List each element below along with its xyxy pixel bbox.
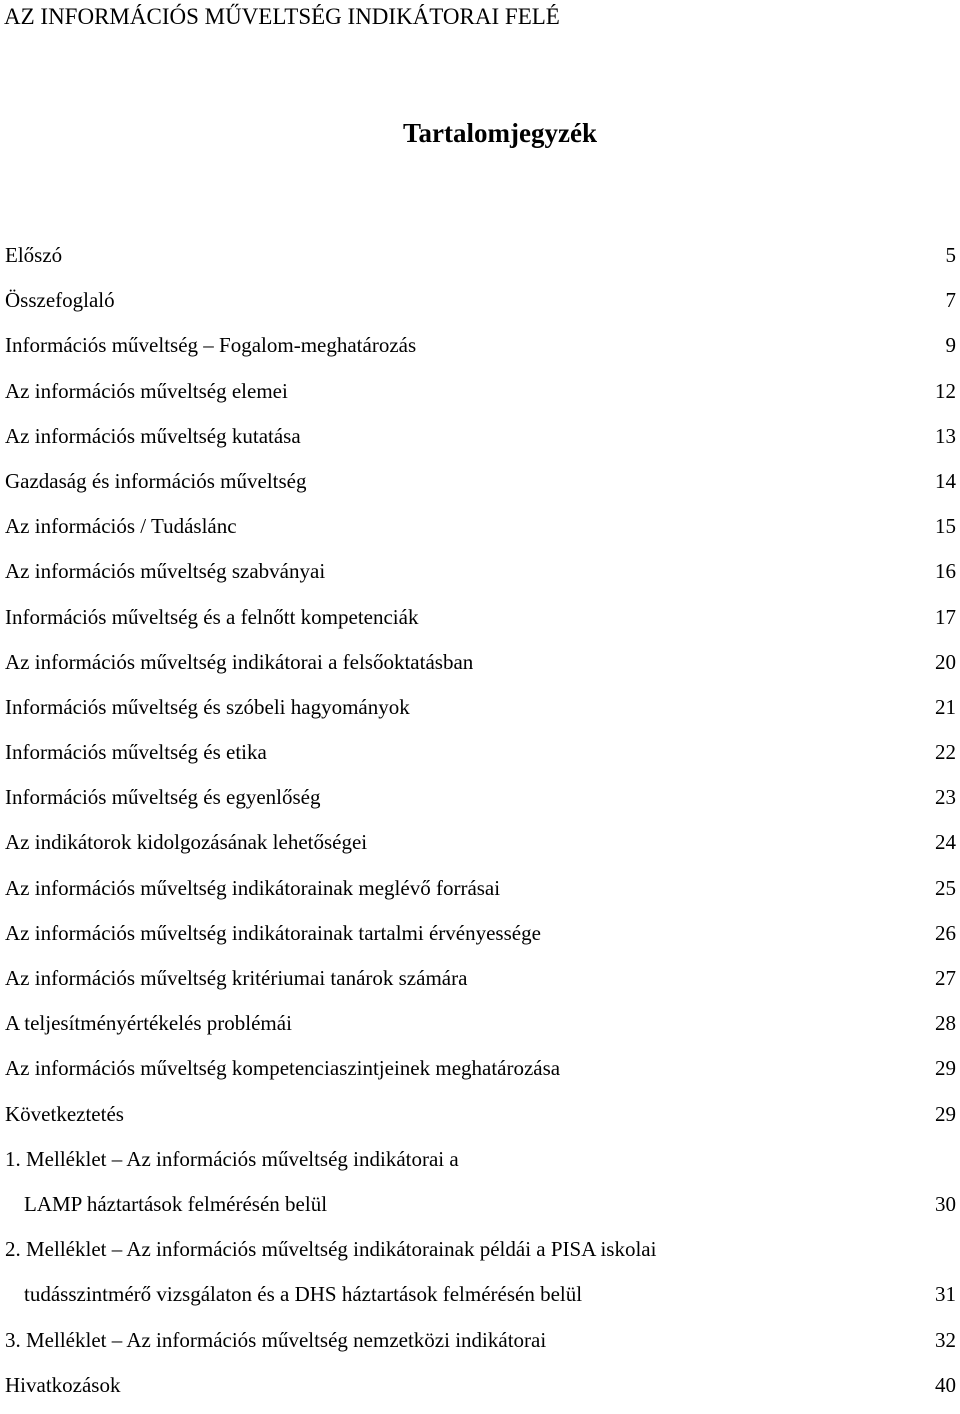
toc-entry[interactable] xyxy=(0,601,960,646)
toc-entry-page: 27 xyxy=(935,966,956,990)
toc-entry-appendix-3[interactable] xyxy=(0,1324,960,1369)
toc-entry-page: 24 xyxy=(935,830,956,855)
toc-entry-summary[interactable] xyxy=(0,284,960,329)
toc-entry-label: Hivatkozások xyxy=(5,1372,121,1397)
toc-entry-page: 31 xyxy=(935,1282,956,1307)
toc-entry-page: 25 xyxy=(935,875,956,900)
toc-entry-label: Az információs műveltség indikátorainak tartalmi érvényessége xyxy=(5,920,541,945)
toc-entry[interactable] xyxy=(0,736,960,781)
toc-entry-page: 17 xyxy=(935,604,956,629)
toc-entry-page: 15 xyxy=(935,514,956,539)
toc-entry-label: LAMP háztartások felmérésén belül xyxy=(24,1191,328,1216)
toc-entry[interactable] xyxy=(0,691,960,736)
toc-entry[interactable] xyxy=(0,872,960,917)
toc-entry-label: Az információs műveltség kutatása xyxy=(5,423,301,448)
toc-entry[interactable] xyxy=(0,646,960,691)
toc-entry-appendix-1-cont[interactable] xyxy=(0,1188,960,1233)
toc-entry-page: 28 xyxy=(935,1011,956,1036)
toc-entry-label: Az információs műveltség kompetenciaszintjeinek meghatározása xyxy=(5,1056,561,1081)
toc-entry[interactable] xyxy=(0,962,960,1007)
toc-entry[interactable] xyxy=(0,555,960,600)
toc-entry-label: Információs műveltség – Fogalom-meghatározás xyxy=(5,333,417,358)
toc-entry[interactable] xyxy=(0,826,960,871)
toc-entry-label: Gazdaság és információs műveltség xyxy=(5,468,307,493)
toc-entry-label: 1. Melléklet – Az információs műveltség indikátorai a xyxy=(5,1146,459,1171)
toc-entry-label: Az információs műveltség szabványai xyxy=(5,559,326,584)
toc-entry[interactable] xyxy=(0,1007,960,1052)
toc-entry-label: Információs műveltség és a felnőtt kompetenciák xyxy=(5,604,419,629)
toc-entry-label: Az információs / Tudáslánc xyxy=(5,514,237,539)
toc-entry[interactable] xyxy=(0,917,960,962)
toc-entry-page: 29 xyxy=(935,1056,956,1081)
toc-entry-page: 26 xyxy=(935,920,956,945)
toc-entry-label: Információs műveltség és szóbeli hagyományok xyxy=(5,694,410,719)
running-header: AZ INFORMÁCIÓS MŰVELTSÉG INDIKÁTORAI FELÉ xyxy=(4,4,560,29)
toc-entry-label: 3. Melléklet – Az információs műveltség nemzetközi indikátorai xyxy=(5,1327,547,1352)
toc-entry-label: Az információs műveltség indikátorainak meglévő forrásai xyxy=(5,875,501,900)
toc-entry[interactable] xyxy=(0,781,960,826)
toc-entry-page: 5 xyxy=(945,243,956,267)
toc-entry[interactable] xyxy=(0,1098,960,1143)
toc-entry-label: A teljesítményértékelés problémái xyxy=(5,1011,292,1036)
toc-entry-page: 29 xyxy=(935,1101,956,1126)
toc-entry-label: Információs műveltség és egyenlőség xyxy=(5,785,321,810)
toc-entry-appendix-2[interactable] xyxy=(0,1233,960,1278)
toc-entry-preface[interactable] xyxy=(0,239,960,284)
toc-entry[interactable] xyxy=(0,465,960,510)
toc-entry-page: 32 xyxy=(935,1327,956,1352)
toc-entry-page: 9 xyxy=(945,333,956,358)
toc-title: Tartalomjegyzék xyxy=(403,118,597,148)
table-of-contents xyxy=(0,239,960,1414)
toc-entry-label: Összefoglaló xyxy=(5,288,115,313)
toc-entry-references[interactable] xyxy=(0,1369,960,1414)
toc-entry-page: 22 xyxy=(935,740,956,765)
toc-entry-label: Az indikátorok kidolgozásának lehetőségei xyxy=(5,830,368,855)
toc-entry-label: Információs műveltség és etika xyxy=(5,740,267,765)
toc-entry-label: Előszó xyxy=(5,243,63,267)
toc-entry-label: Az információs műveltség indikátorai a felsőoktatásban xyxy=(5,649,474,674)
toc-entry-page: 16 xyxy=(935,559,956,584)
toc-entry[interactable] xyxy=(0,1052,960,1097)
toc-entry-page: 13 xyxy=(935,423,956,448)
toc-entry-page: 30 xyxy=(935,1191,956,1216)
toc-entry-page: 14 xyxy=(935,468,956,493)
toc-entry-label: Az információs műveltség elemei xyxy=(5,378,288,403)
toc-entry-label: tudásszintmérő vizsgálaton és a DHS háztartások felmérésén belül xyxy=(24,1282,583,1307)
toc-entry[interactable] xyxy=(0,329,960,374)
toc-entry-page: 23 xyxy=(935,785,956,810)
toc-entry-page: 7 xyxy=(945,288,956,313)
toc-entry-appendix-2-cont[interactable] xyxy=(0,1278,960,1323)
toc-entry-page: 40 xyxy=(935,1372,956,1397)
toc-entry[interactable] xyxy=(0,420,960,465)
toc-entry-label: 2. Melléklet – Az információs műveltség indikátorainak példái a PISA iskolai xyxy=(5,1237,657,1262)
toc-entry-label: Következtetés xyxy=(5,1101,124,1126)
toc-entry-page: 20 xyxy=(935,649,956,674)
toc-entry-page: 12 xyxy=(935,378,956,403)
toc-entry-page: 21 xyxy=(935,694,956,719)
toc-entry[interactable] xyxy=(0,510,960,555)
toc-entry-label: Az információs műveltség kritériumai tanárok számára xyxy=(5,966,468,990)
toc-entry[interactable] xyxy=(0,375,960,420)
toc-entry-appendix-1[interactable] xyxy=(0,1143,960,1188)
